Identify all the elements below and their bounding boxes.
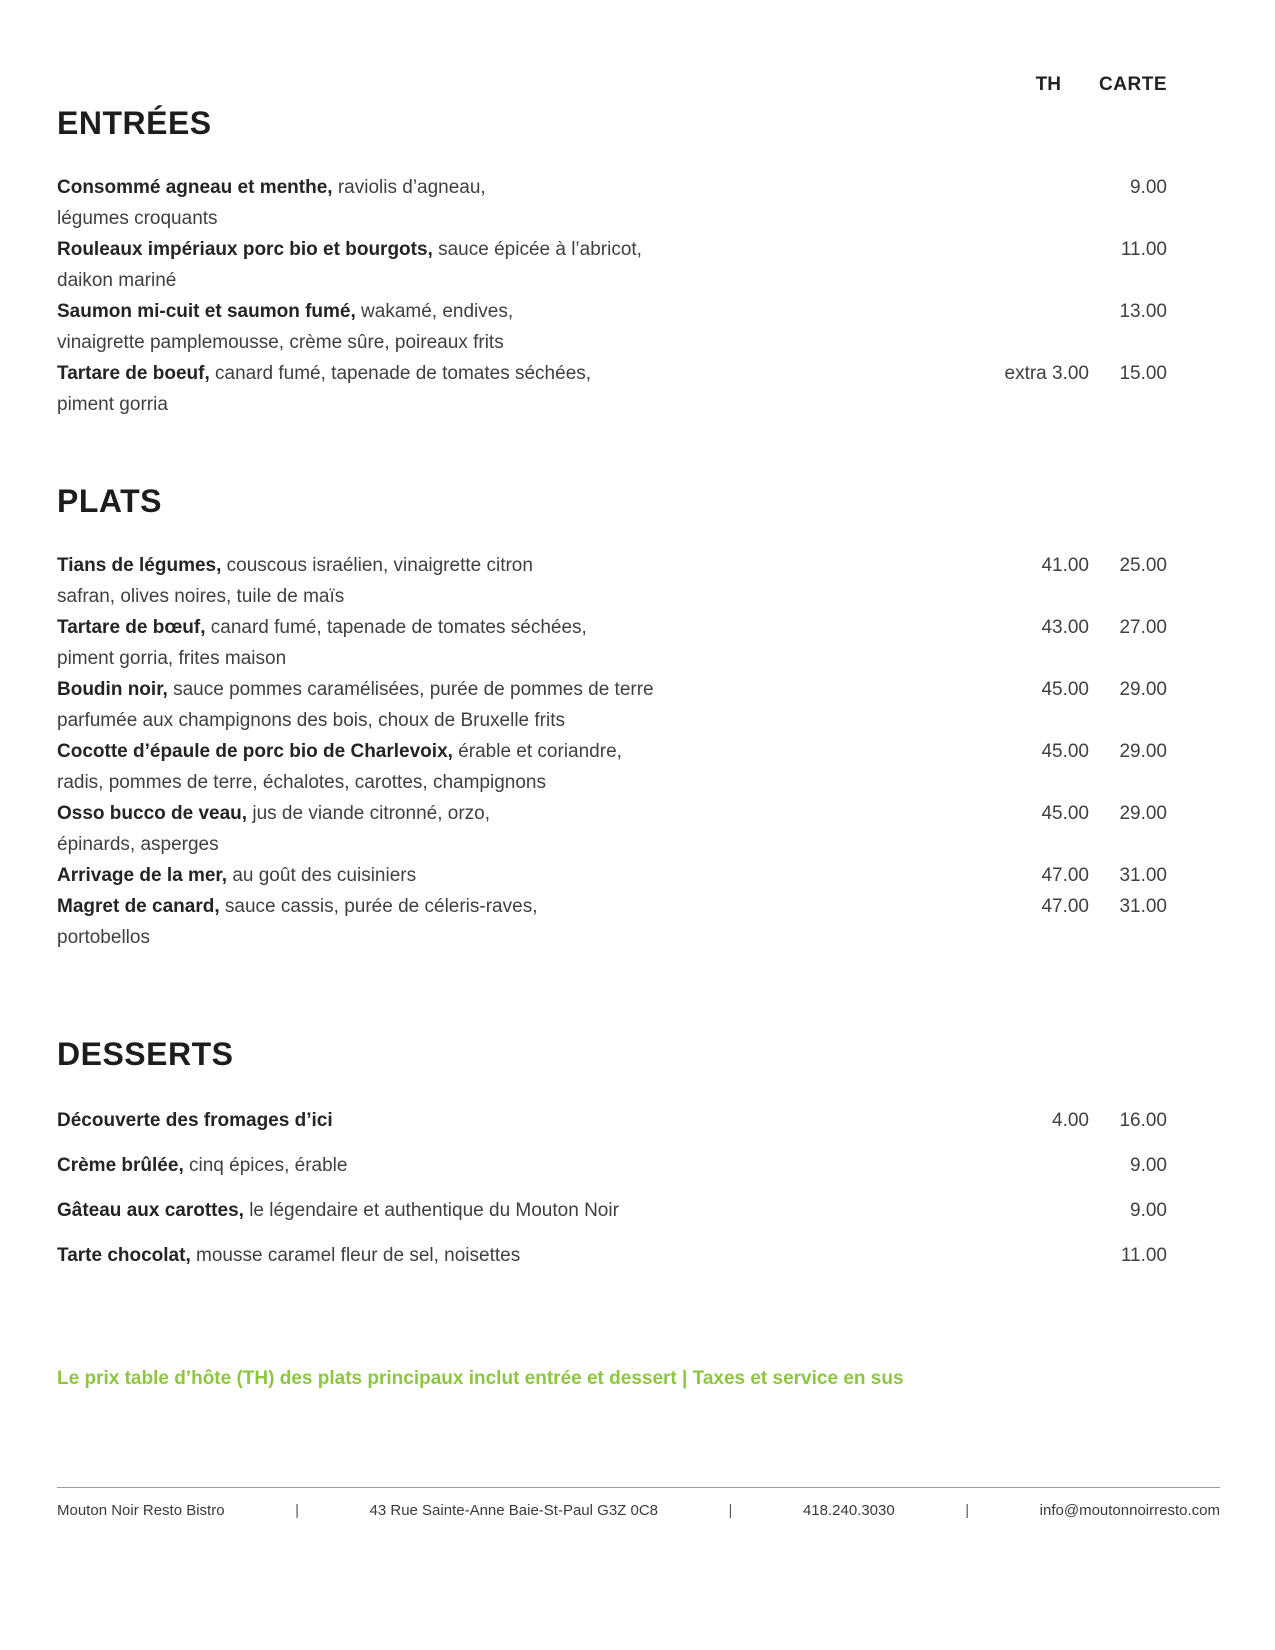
item-name: Crème brûlée, bbox=[57, 1155, 184, 1176]
menu-item bbox=[57, 736, 1167, 798]
item-desc-line2: vinaigrette pamplemousse, crème sûre, poireaux frits bbox=[57, 332, 504, 353]
item-name: Découverte des fromages d’ici bbox=[57, 1110, 333, 1131]
item-name: Osso bucco de veau, bbox=[57, 803, 248, 824]
item-carte-price: 9.00 bbox=[1130, 1200, 1167, 1221]
menu-item bbox=[57, 1150, 1167, 1181]
section-title-plats: PLATS bbox=[57, 483, 163, 519]
item-desc: sauce cassis, purée de céleris-raves, bbox=[224, 896, 538, 917]
item-desc: raviolis d’agneau, bbox=[337, 177, 486, 198]
item-carte-price: 25.00 bbox=[1119, 555, 1167, 576]
restaurant-email: info@moutonnoirresto.com bbox=[1039, 1502, 1220, 1519]
item-carte-price: 11.00 bbox=[1120, 1245, 1167, 1266]
item-desc: cinq épices, érable bbox=[189, 1155, 348, 1176]
item-carte-price: 15.00 bbox=[1119, 363, 1167, 384]
item-desc-line2: radis, pommes de terre, échalotes, carottes, champignons bbox=[57, 772, 546, 793]
item-name: Tartare de bœuf, bbox=[57, 617, 206, 638]
footer bbox=[57, 1487, 1220, 1519]
item-desc: sauce épicée à l’abricot, bbox=[438, 239, 642, 260]
item-desc: canard fumé, tapenade de tomates séchées, bbox=[215, 363, 592, 384]
item-name: Tarte chocolat, bbox=[57, 1245, 191, 1266]
item-carte-price: 29.00 bbox=[1119, 679, 1167, 700]
item-carte-price: 13.00 bbox=[1119, 301, 1167, 322]
menu-item bbox=[57, 1105, 1167, 1136]
item-desc-line2: piment gorria, frites maison bbox=[57, 648, 287, 669]
item-carte-price: 29.00 bbox=[1119, 741, 1167, 762]
item-desc-line2: safran, olives noires, tuile de maïs bbox=[57, 586, 345, 607]
menu-item bbox=[57, 674, 1167, 736]
item-name: Magret de canard, bbox=[57, 896, 220, 917]
item-name: Rouleaux impériaux porc bio et bourgots, bbox=[57, 239, 433, 260]
item-desc-line2: légumes croquants bbox=[57, 208, 218, 229]
item-name: Tartare de boeuf, bbox=[57, 363, 210, 384]
item-carte-price: 29.00 bbox=[1119, 803, 1167, 824]
item-desc-line2: épinards, asperges bbox=[57, 834, 219, 855]
restaurant-phone: 418.240.3030 bbox=[802, 1502, 895, 1519]
item-name: Gâteau aux carottes, bbox=[57, 1200, 244, 1221]
item-name: Tians de légumes, bbox=[57, 555, 222, 576]
menu-item bbox=[57, 1240, 1167, 1271]
item-name: Arrivage de la mer, bbox=[57, 865, 228, 886]
item-th-price: 43.00 bbox=[1041, 617, 1089, 638]
item-desc-line2: daikon mariné bbox=[57, 270, 177, 291]
footer-separator: | bbox=[728, 1502, 733, 1519]
menu-item bbox=[57, 296, 1167, 358]
item-name: Saumon mi-cuit et saumon fumé, bbox=[57, 301, 356, 322]
menu-item bbox=[57, 358, 1167, 420]
restaurant-address: 43 Rue Sainte-Anne Baie-St-Paul G3Z 0C8 bbox=[369, 1502, 659, 1519]
price-column-headers bbox=[57, 74, 1167, 98]
menu-item bbox=[57, 612, 1167, 674]
menu-item bbox=[57, 860, 1167, 891]
item-th-price: 45.00 bbox=[1041, 679, 1089, 700]
menu-item bbox=[57, 172, 1167, 234]
item-carte-price: 11.00 bbox=[1120, 239, 1167, 260]
menu-item bbox=[57, 550, 1167, 612]
item-th-price: 45.00 bbox=[1041, 803, 1089, 824]
item-desc: sauce pommes caramélisées, purée de pommes de terre bbox=[173, 679, 654, 700]
item-carte-price: 27.00 bbox=[1119, 617, 1167, 638]
footer-separator: | bbox=[965, 1502, 970, 1519]
item-desc-line2: parfumée aux champignons des bois, choux de Bruxelle frits bbox=[57, 710, 565, 731]
item-desc: wakamé, endives, bbox=[361, 301, 514, 322]
item-carte-price: 9.00 bbox=[1130, 1155, 1167, 1176]
item-carte-price: 31.00 bbox=[1119, 896, 1167, 917]
item-desc: couscous israélien, vinaigrette citron bbox=[226, 555, 533, 576]
menu-item bbox=[57, 1195, 1167, 1226]
section-title-entrees: ENTRÉES bbox=[57, 105, 212, 141]
item-desc-line2: piment gorria bbox=[57, 394, 168, 415]
column-header-carte: CARTE bbox=[1099, 74, 1167, 95]
item-th-price: extra 3.00 bbox=[1004, 363, 1089, 384]
item-th-price: 47.00 bbox=[1041, 865, 1089, 886]
item-desc: mousse caramel fleur de sel, noisettes bbox=[196, 1245, 521, 1266]
column-header-th: TH bbox=[1035, 74, 1061, 95]
item-carte-price: 16.00 bbox=[1119, 1110, 1167, 1131]
menu-item bbox=[57, 798, 1167, 860]
menu-item bbox=[57, 234, 1167, 296]
item-th-price: 4.00 bbox=[1052, 1110, 1089, 1131]
item-desc: érable et coriandre, bbox=[458, 741, 622, 762]
item-carte-price: 9.00 bbox=[1130, 177, 1167, 198]
table-dhote-note: Le prix table d’hôte (TH) des plats principaux inclut entrée et dessert | Taxes et service en sus bbox=[57, 1368, 904, 1389]
item-name: Cocotte d’épaule de porc bio de Charlevoix, bbox=[57, 741, 453, 762]
item-desc-line2: portobellos bbox=[57, 927, 150, 948]
menu-item bbox=[57, 891, 1167, 953]
item-th-price: 47.00 bbox=[1041, 896, 1089, 917]
restaurant-name: Mouton Noir Resto Bistro bbox=[57, 1502, 225, 1519]
item-carte-price: 31.00 bbox=[1119, 865, 1167, 886]
section-title-desserts: DESSERTS bbox=[57, 1036, 234, 1072]
item-name: Boudin noir, bbox=[57, 679, 168, 700]
item-desc: canard fumé, tapenade de tomates séchées, bbox=[210, 617, 587, 638]
item-th-price: 41.00 bbox=[1041, 555, 1089, 576]
item-desc: le légendaire et authentique du Mouton Noir bbox=[249, 1200, 619, 1221]
item-name: Consommé agneau et menthe, bbox=[57, 177, 333, 198]
item-desc: jus de viande citronné, orzo, bbox=[252, 803, 490, 824]
footer-separator: | bbox=[295, 1502, 299, 1519]
item-th-price: 45.00 bbox=[1041, 741, 1089, 762]
item-desc: au goût des cuisiniers bbox=[232, 865, 417, 886]
